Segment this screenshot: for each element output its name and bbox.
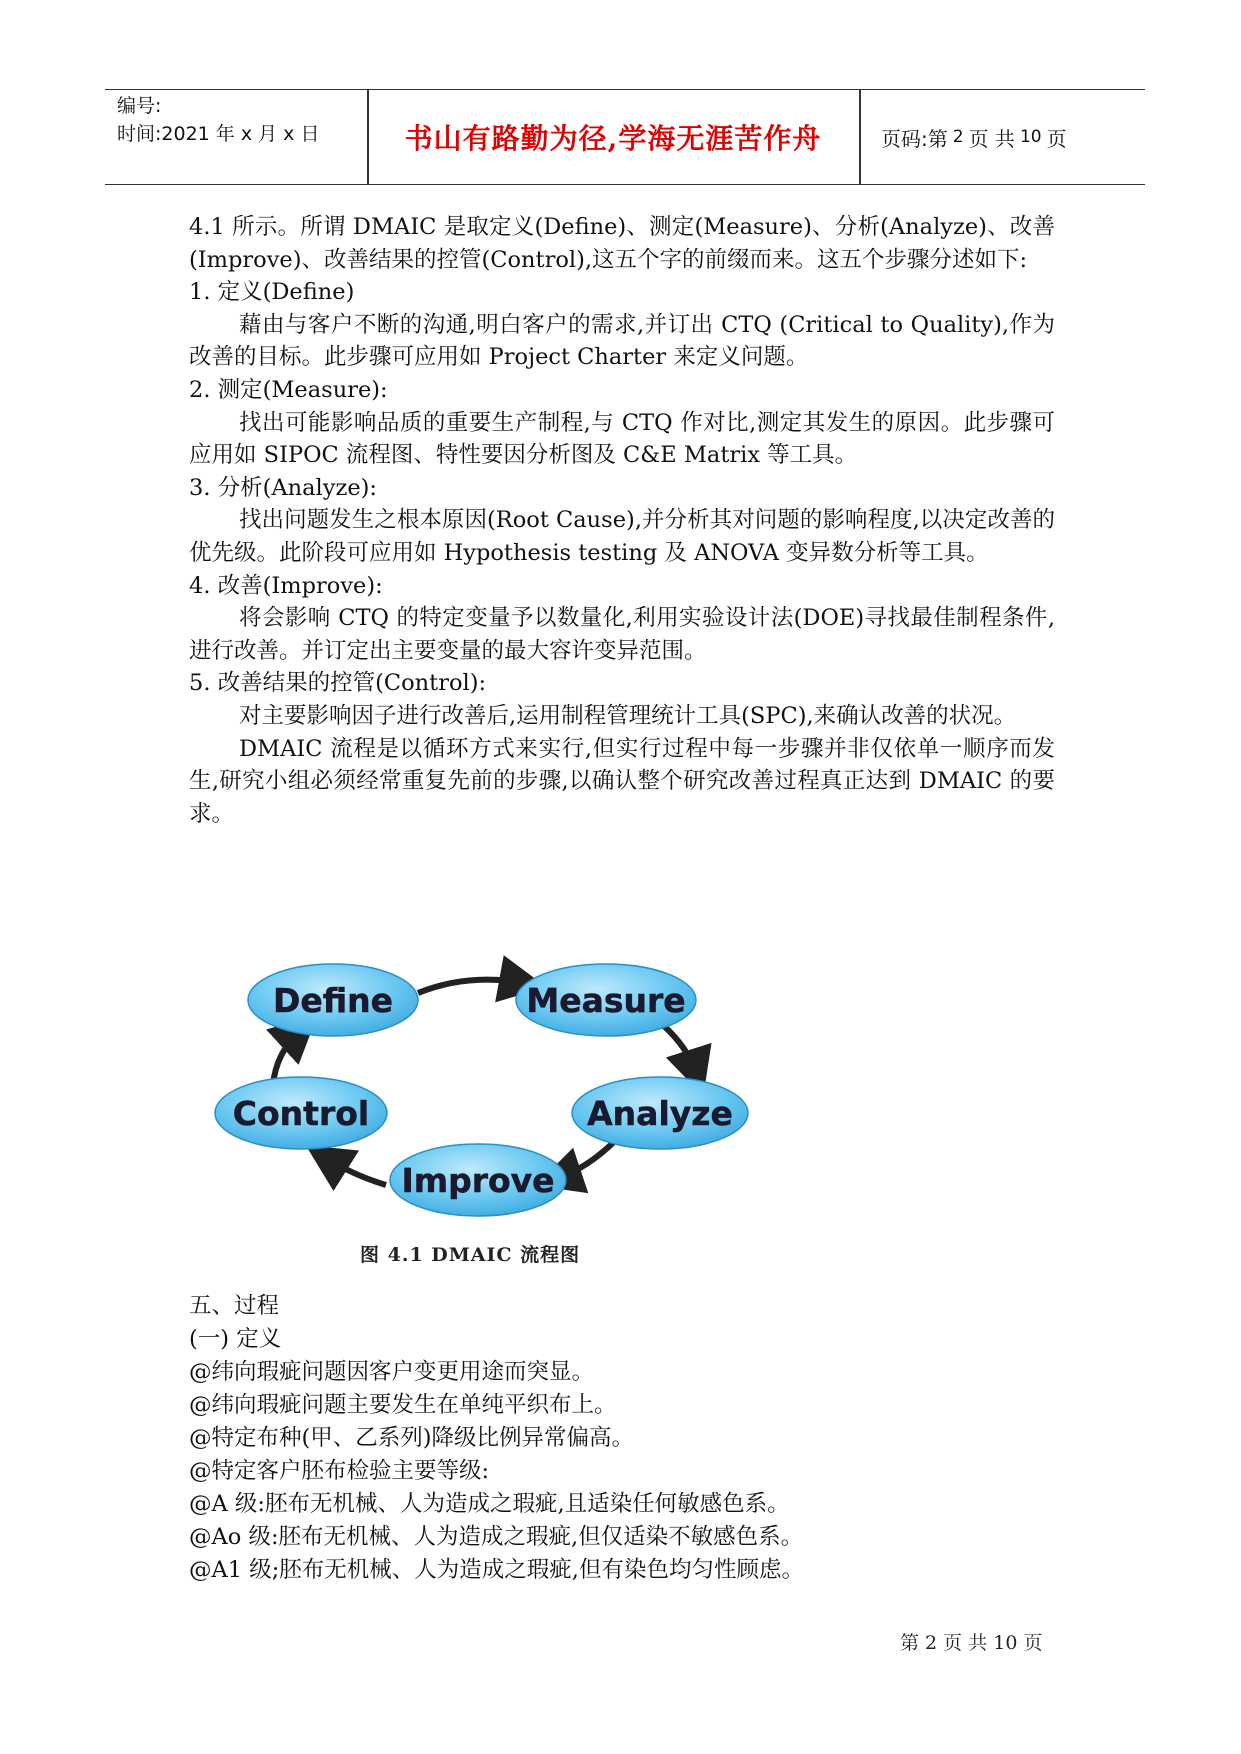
step-text-improve: 将会影响 CTQ 的特定变量予以数量化,利用实验设计法(DOE)寻找最佳制程条件,进行改善。并订定出主要变量的最大容许变异范围。 xyxy=(189,605,1055,664)
list-item: @特定布种(甲、乙系列)降级比例异常偏高。 xyxy=(189,1425,635,1451)
node-improve-label: Improve xyxy=(401,1161,555,1200)
list-item: @A1 级;胚布无机械、人为造成之瑕疵,但有染色均匀性顾虑。 xyxy=(189,1557,804,1583)
list-item: @A 级:胚布无机械、人为造成之瑕疵,且适染任何敏感色系。 xyxy=(189,1491,790,1517)
section-heading: 五、过程 xyxy=(189,1293,280,1319)
list-item: @Ao 级:胚布无机械、人为造成之瑕疵,但仅适染不敏感色系。 xyxy=(189,1524,804,1550)
main-body xyxy=(189,211,1055,830)
node-measure xyxy=(516,964,696,1036)
node-control xyxy=(215,1077,387,1149)
document-header xyxy=(105,89,1145,185)
step-title-improve: 4. 改善(Improve): xyxy=(189,572,383,599)
section-subheading: (一) 定义 xyxy=(189,1326,282,1352)
step-text-measure: 找出可能影响品质的重要生产制程,与 CTQ 作对比,测定其发生的原因。此步骤可应用如 SIPOC 流程图、特性要因分析图及 C&E Matrix 等工具。 xyxy=(189,409,1055,469)
document-number-label: 编号: xyxy=(117,95,162,117)
step-title-measure: 2. 测定(Measure): xyxy=(189,376,388,403)
step-text-analyze: 找出问题发生之根本原因(Root Cause),并分析其对问题的影响程度,以决定改善的优先级。此阶段可应用如 Hypothesis testing 及 ANOVA 变异数分析等工具。 xyxy=(189,507,1055,566)
page-total: 10 xyxy=(1019,127,1042,147)
step-title-control: 5. 改善结果的控管(Control): xyxy=(189,670,487,697)
list-item: @纬向瑕疵问题主要发生在单纯平织布上。 xyxy=(189,1392,617,1418)
closing-paragraph: DMAIC 流程是以循环方式来实行,但实行过程中每一步骤并非仅依单一顺序而发生,研究小组必须经常重复先前的步骤,以确认整个研究改善过程真正达到 DMAIC 的要求。 xyxy=(189,735,1055,827)
page-current: 2 xyxy=(952,127,964,147)
page-footer: 第 2 页 共 10 页 xyxy=(900,1632,1043,1654)
page-mid: 页 共 xyxy=(968,126,1015,151)
step-text-define: 藉由与客户不断的沟通,明白客户的需求,并订出 CTQ (Critical to Quality),作为改善的目标。此步骤可应用如 Project Charter 来定义问题。 xyxy=(189,311,1055,371)
node-improve xyxy=(390,1144,566,1216)
node-define-label: Define xyxy=(272,981,394,1020)
step-title-define: 1. 定义(Define) xyxy=(189,279,355,306)
arrow-define-measure xyxy=(418,980,523,993)
node-control-label: Control xyxy=(232,1094,370,1133)
node-analyze-label: Analyze xyxy=(587,1094,733,1133)
process-section xyxy=(189,1290,1055,1587)
list-item: @纬向瑕疵问题因客户变更用途而突显。 xyxy=(189,1359,595,1385)
document-time-label: 时间:2021 年 x 月 x 日 xyxy=(117,123,320,145)
page-prefix: 页码:第 xyxy=(881,126,948,151)
step-text-control: 对主要影响因子进行改善后,运用制程管理统计工具(SPC),来确认改善的状况。 xyxy=(239,702,1017,729)
list-item: @特定客户胚布检验主要等级: xyxy=(189,1458,490,1484)
header-motto: 书山有路勤为径,学海无涯苦作舟 xyxy=(404,122,822,155)
header-divider xyxy=(859,90,861,184)
arrow-analyze-improve xyxy=(558,1138,618,1178)
node-measure-label: Measure xyxy=(526,981,686,1020)
dmaic-diagram xyxy=(208,953,768,1253)
node-define xyxy=(248,964,418,1036)
node-analyze xyxy=(572,1077,748,1149)
header-meta xyxy=(117,92,319,148)
figure-caption: 图 4.1 DMAIC 流程图 xyxy=(360,1244,581,1266)
header-page-number xyxy=(871,90,1067,184)
arrow-improve-control xyxy=(326,1158,386,1185)
intro-paragraph: 4.1 所示。所谓 DMAIC 是取定义(Define)、测定(Measure)、分析(Analyze)、改善(Improve)、改善结果的控管(Control),这五个字的前缀而来。这五个步骤分述如下: xyxy=(189,214,1055,273)
step-title-analyze: 3. 分析(Analyze): xyxy=(189,474,377,501)
dmaic-cycle-svg xyxy=(208,953,768,1253)
arrow-measure-analyze xyxy=(663,1025,696,1073)
page-suffix: 页 xyxy=(1046,126,1067,151)
